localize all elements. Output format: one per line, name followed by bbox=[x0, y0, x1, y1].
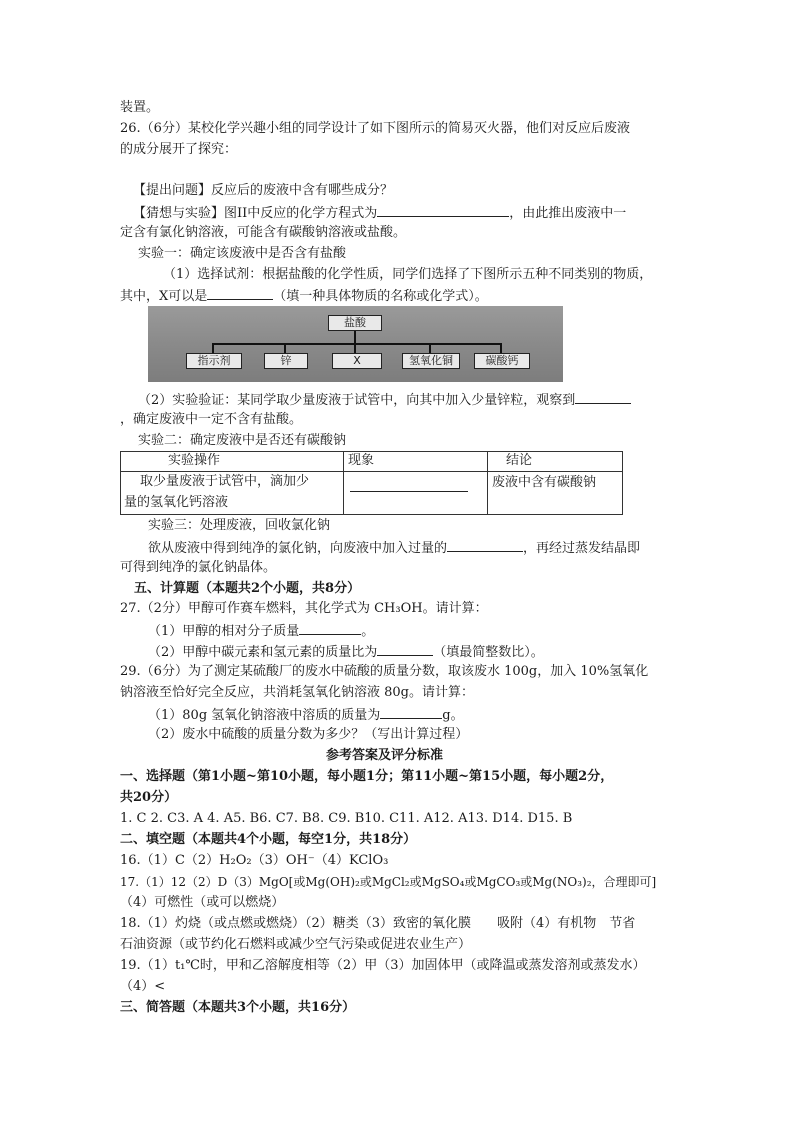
connector-line bbox=[429, 343, 431, 353]
text-segment: 【猜想与实验】图II中反应的化学方程式为 bbox=[133, 206, 378, 221]
experiment-1-heading: 实验一：确定该废液中是否含有盐酸 bbox=[138, 246, 347, 261]
text-line bbox=[138, 389, 631, 411]
text-segment: （2）甲醇中碳元素和氢元素的质量比为 bbox=[148, 645, 378, 660]
table-header-cell bbox=[120, 451, 344, 472]
text-line: 的成分展开了探究： bbox=[120, 142, 238, 157]
connector-line bbox=[500, 343, 502, 353]
answer-key-title: 参考答案及评分标准 bbox=[326, 748, 444, 763]
answer-line: （4）< bbox=[120, 979, 166, 994]
section-heading: 共20分） bbox=[120, 790, 178, 805]
text-line bbox=[148, 537, 640, 559]
text-segment: g。 bbox=[442, 708, 464, 723]
question-27-heading: 27.（2分）甲醇可作赛车燃料，其化学式为 CH₃OH。请计算： bbox=[120, 601, 488, 616]
experiment-2-heading: 实验二：确定废液中是否还有碳酸钠 bbox=[138, 433, 347, 448]
reagent-diagram bbox=[148, 306, 563, 382]
text-segment: 欲从废液中得到纯净的氯化钠，向废液中加入过量的 bbox=[148, 541, 448, 556]
text-line bbox=[148, 704, 464, 726]
text-segment: ，再经过蒸发结晶即 bbox=[523, 541, 641, 556]
answer-line: 1. C 2. C3. A 4. A5. B6. C7. B8. C9. B10. C11. A12. A13. D14. D15. B bbox=[120, 811, 573, 826]
text-segment: （1）甲醇的相对分子质量 bbox=[148, 624, 300, 639]
connector-line bbox=[354, 343, 356, 353]
section-heading: 一、选择题（第1小题~第10小题，每小题1分；第11小题~第15小题，每小题2分， bbox=[120, 769, 614, 784]
phenomenon-blank[interactable] bbox=[350, 477, 468, 492]
text-line: 【提出问题】反应后的废液中含有哪些成分？ bbox=[133, 183, 394, 198]
text-line: 钠溶液至恰好完全反应，共消耗氢氧化钠溶液 80g。请计算： bbox=[120, 685, 474, 700]
connector-line bbox=[212, 343, 214, 353]
text-line: 定含有氯化钠溶液，可能含有碳酸钠溶液或盐酸。 bbox=[120, 225, 407, 240]
answer-blank[interactable] bbox=[377, 641, 433, 656]
answer-blank[interactable] bbox=[299, 620, 361, 635]
answer-blank[interactable] bbox=[575, 389, 631, 404]
experiment-3-heading: 实验三：处理废液，回收氯化钠 bbox=[148, 518, 331, 533]
text-line bbox=[148, 620, 374, 642]
operation-text: 取少量废液于试管中，滴加少 bbox=[140, 474, 310, 489]
text-segment: （2）实验验证：某同学取少量废液于试管中，向其中加入少量锌粒，观察到 bbox=[138, 393, 576, 408]
answer-line: 17.（1）12（2）D（3）MgO[或Mg(OH)₂或MgCl₂或MgSO₄或MgCO₃或Mg(NO₃)₂，合理即可] bbox=[120, 875, 657, 889]
section-heading: 三、简答题（本题共3个小题，共16分） bbox=[120, 1000, 356, 1015]
text-line: ，确定废液中一定不含有盐酸。 bbox=[120, 412, 303, 427]
text-line: （2）废水中硫酸的质量分数为多少？（写出计算过程） bbox=[148, 727, 469, 742]
answer-blank[interactable] bbox=[207, 285, 273, 300]
answer-line: 18.（1）灼烧（或点燃或燃烧）（2）糖类（3）致密的氧化膜 吸附（4）有机物 节省 bbox=[120, 916, 636, 931]
text-line bbox=[120, 285, 488, 307]
text-line bbox=[133, 202, 626, 224]
text-segment: ，由此推出废液中一 bbox=[509, 206, 627, 221]
operation-text: 量的氢氧化钙溶液 bbox=[124, 495, 229, 510]
diagram-node-x: X bbox=[332, 353, 382, 369]
diagram-root-node: 盐酸 bbox=[328, 315, 382, 331]
diagram-node-calcium-carbonate: 碳酸钙 bbox=[474, 353, 530, 369]
answer-line: （4）可燃性（或可以燃烧） bbox=[120, 895, 285, 910]
section-heading: 二、填空题（本题共4个小题，每空1分，共18分） bbox=[120, 832, 417, 847]
section-heading: 五、计算题（本题共2个小题，共8分） bbox=[134, 581, 361, 596]
text-segment: 。 bbox=[361, 624, 375, 639]
header-conclusion: 结论 bbox=[506, 453, 533, 468]
text-segment: （1）80g 氢氧化钠溶液中溶质的质量为 bbox=[148, 708, 381, 723]
answer-blank[interactable] bbox=[380, 704, 442, 719]
question-29-heading: 29.（6分）为了测定某硫酸厂的废水中硫酸的质量分数，取该废水 100g，加入 10%氢氧化 bbox=[120, 664, 649, 679]
diagram-node-zinc: 锌 bbox=[264, 353, 308, 369]
text-segment: 其中，X可以是 bbox=[120, 289, 208, 304]
answer-line: 石油资源（或节约化石燃料或减少空气污染或促进农业生产） bbox=[120, 937, 472, 952]
text-line: 可得到纯净的氯化钠晶体。 bbox=[120, 560, 277, 575]
connector-line bbox=[284, 343, 286, 353]
text-segment: （填一种具体物质的名称或化学式）。 bbox=[273, 289, 488, 304]
answer-line: 16.（1）C（2）H₂O₂（3）OH⁻（4）KClO₃ bbox=[120, 853, 389, 868]
text-line: 装置。 bbox=[120, 100, 160, 115]
diagram-node-indicator: 指示剂 bbox=[186, 353, 242, 369]
answer-blank[interactable] bbox=[447, 537, 523, 552]
header-operation: 实验操作 bbox=[168, 453, 221, 468]
conclusion-text: 废液中含有碳酸钠 bbox=[492, 475, 597, 490]
text-segment: （填最简整数比）。 bbox=[433, 645, 544, 660]
answer-blank[interactable] bbox=[377, 202, 509, 217]
question-26-heading: 26.（6分）某校化学兴趣小组的同学设计了如下图所示的简易灭火器，他们对反应后废液 bbox=[120, 121, 630, 136]
diagram-node-copper-hydroxide: 氢氧化铜 bbox=[402, 353, 460, 369]
header-phenomenon: 现象 bbox=[348, 453, 375, 468]
text-line bbox=[148, 641, 544, 663]
answer-line: 19.（1）t₁℃时，甲和乙溶解度相等（2）甲（3）加固体甲（或降温或蒸发溶剂或蒸发水） bbox=[120, 958, 646, 973]
text-line: （1）选择试剂：根据盐酸的化学性质，同学们选择了下图所示五种不同类别的物质， bbox=[163, 267, 653, 282]
connector-line bbox=[212, 343, 502, 345]
experiment-table bbox=[120, 451, 623, 515]
